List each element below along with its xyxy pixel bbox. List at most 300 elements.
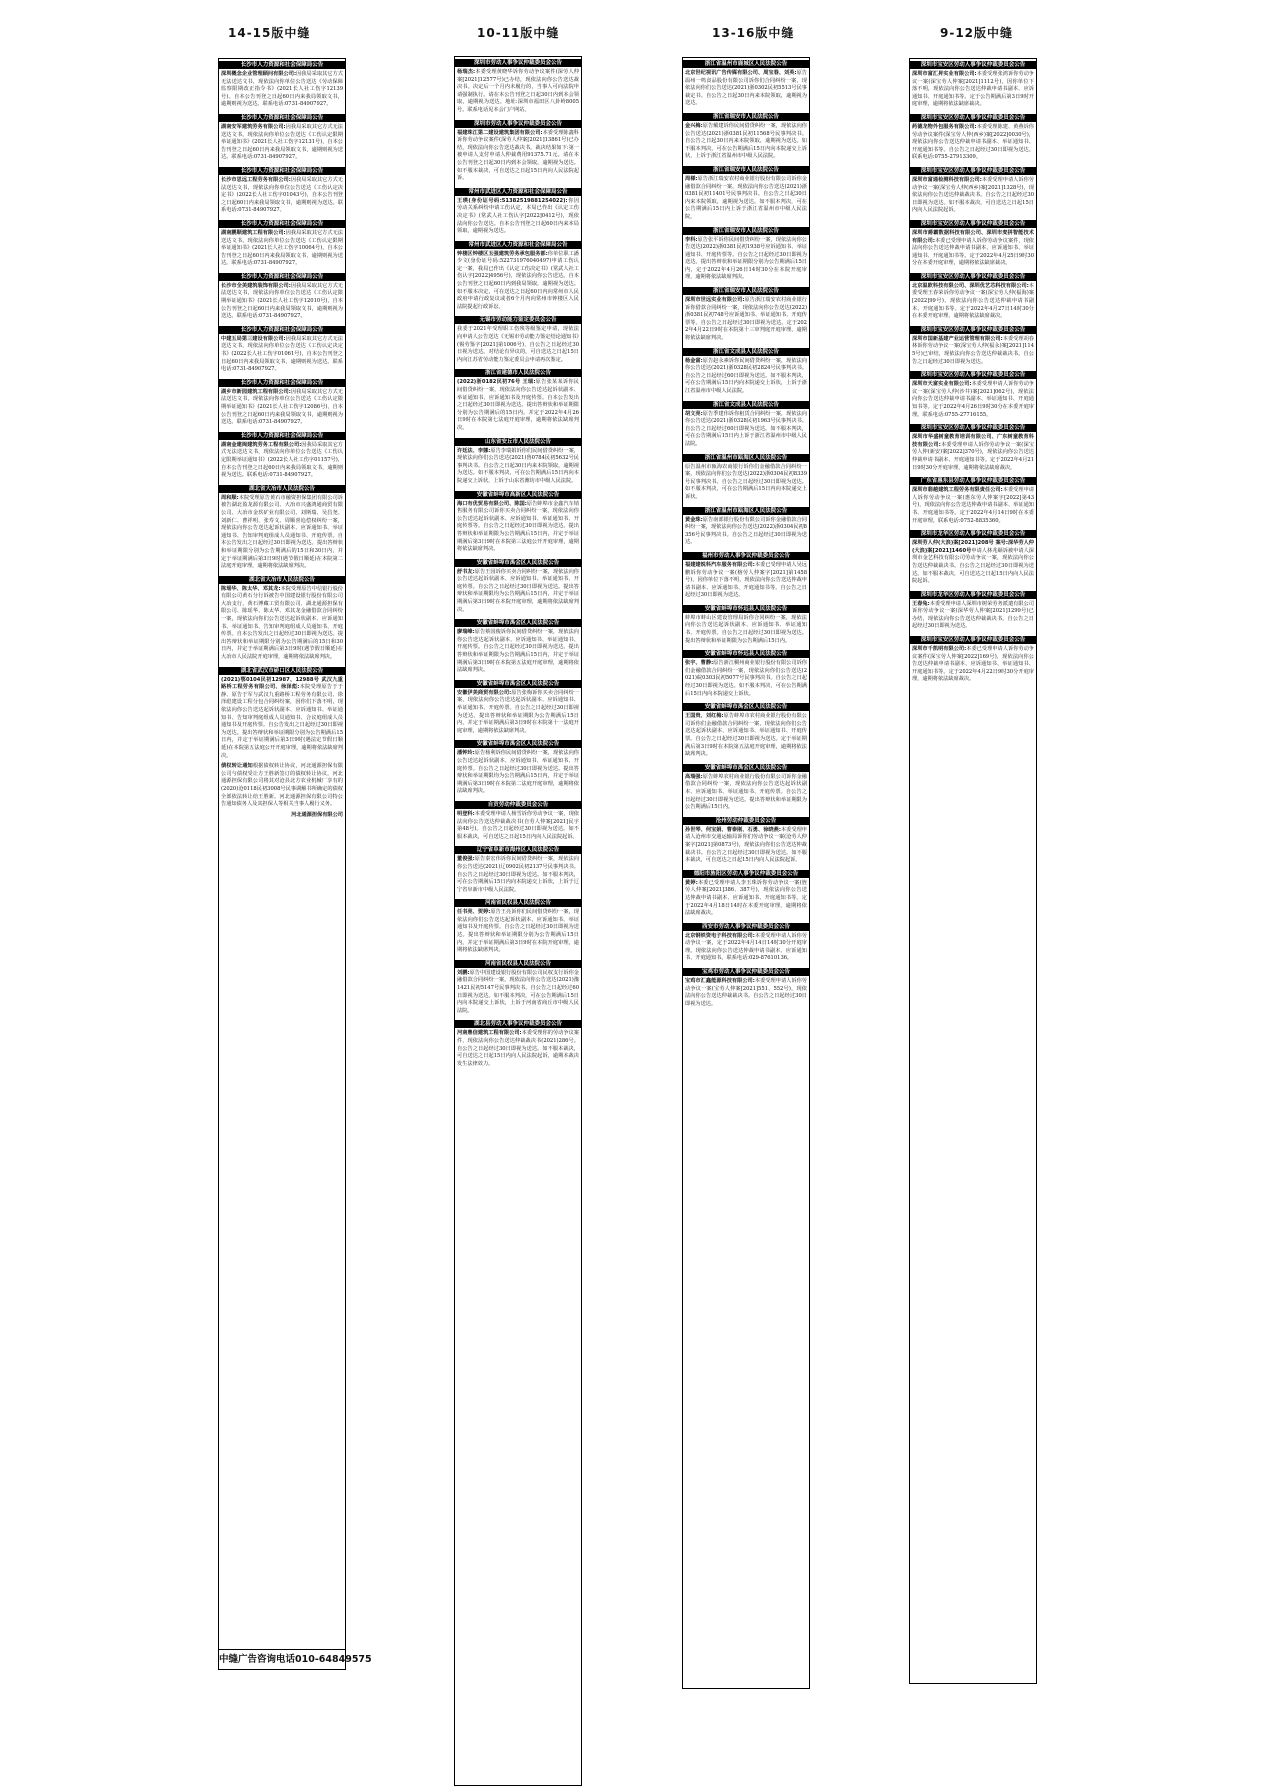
notice <box>910 326 1036 369</box>
notice-body <box>685 358 807 396</box>
notice <box>910 477 1036 528</box>
notice <box>455 438 581 489</box>
notice <box>683 870 809 921</box>
notice-text: 因我局采取其它方式无法送达文书，现依法向你单位公告送达《工伤认定限期举证通知书》(2021长人社工伤字12131号)，自本公告刊登之日起60日内来我局领取文书，逾期则视为送达。联系电话:0731-84907927。 <box>221 123 343 161</box>
notice <box>910 636 1036 687</box>
notice-body <box>685 70 807 108</box>
notice-text: 根据债权转让协议，河北通源担保有限公司与债权受让方王胜新签订的债权转让协议，河北通源担保有限公司将其对沧县北方农业机械厂享有的(2020)沧0118民初3008号民事调解书所确定的债权全部依法转让给王胜新。河北通源担保有限公司特公告通知债务人及其担保人等相关当事人履行义务。 <box>221 763 343 808</box>
notice <box>683 968 809 1011</box>
notice-body <box>221 495 343 571</box>
notice-title: 德阳市旌阳区劳动人事争议仲裁委员会公告 <box>683 870 809 878</box>
notice-body <box>221 230 343 268</box>
notice-text: 本委已受理申请人李玉珠诉你劳动争议一案(旌劳人仲案[2021]386、387号)，现依法向你公告送达仲裁申请书副本、应诉通知书、开庭通知书等。定于2022年4月18日14时在本委开庭审理，逾期将依法缺席裁决。 <box>685 879 807 917</box>
notice-title: 浙江省文成县人民法院公告 <box>683 401 809 409</box>
notice-text: 原告李瑞娟诉你们民间借贷纠纷一案，现依法向你们公告送达(2021)鲁0784民初5632号民事判决书。自公告之日起30日内来本院领取，逾期视为送达。如不服本判决，可在公告期满后15日内向本院递交上诉状，上诉于山东省潍坊市中级人民法院。 <box>457 447 579 484</box>
notice <box>910 530 1036 589</box>
notice-title: 湖北县劳动人事争议仲裁委员会公告 <box>455 1020 581 1028</box>
notice-body <box>685 827 807 865</box>
notice-addressee: 潘钟玲: <box>457 750 475 757</box>
notice <box>455 740 581 799</box>
notice-text: 本委受理申请人深圳市树荣劳务派遣有限公司诉你劳动争议一案(深华劳人仲案[2021]1299号)已办结，现依法向你公告送达仲裁裁决书。自公告之日起经过30日即视为送达。 <box>912 600 1034 630</box>
notice-body <box>457 198 579 236</box>
notice-addressee: 深圳市华盛树童教育培训有限公司、广东树童教育科技有限公司: <box>912 434 1034 448</box>
notice-body <box>912 601 1034 631</box>
notice <box>683 113 809 164</box>
notice <box>455 1020 581 1071</box>
notice-addressee: (2022)浙0182民初76号 王瑞: <box>457 379 536 386</box>
notice-title: 辽宁省阜新市海州区人民法院公告 <box>455 846 581 854</box>
notice <box>455 188 581 239</box>
notice-text: 本委受理黄晓华诉你劳动争议案件(深劳人仲案[2021]12577号)已办结，现依法向你公告送达裁决书。决定后一个月内未履行的，当事人可向法院申请强制执行。请在本公告刊登之日起30日内到本会领取，逾期视为送达。地址:深圳市福田区八卦岭8005号。联系电话见本会门户网站。 <box>457 69 580 113</box>
notice-title: 安徽省蚌埠市高新区人民法院公告 <box>455 491 581 499</box>
notice-body <box>457 970 579 1016</box>
notice-text: 原告温州一鸣食品股份有限公司诉你们合同纠纷一案，现依法向你们公告送达(2021)浙0302民初5513号民事裁定书。自公告之日起30日内来本院领取，逾期视为送达。 <box>685 70 807 107</box>
notice-title: 宝鸡市劳动人事争议仲裁委员会公告 <box>683 968 809 976</box>
notice-text: 原告戴建诉你民间借贷纠纷一案，现依法向你公告送达(2021)浙0381民初11568号民事判决书。自公告之日起30日内来本院领取，逾期视为送达。如不服本判决，可在公告期满后15日内向本院递交上诉状，上诉于浙江省温州市中级人民法院。 <box>685 122 807 160</box>
notice <box>219 379 345 430</box>
notice-body <box>221 336 343 374</box>
notice-addressee: 深圳市国新基建产业运营管理有限公司: <box>912 335 1003 342</box>
notice-text: 原告蚌埠市农村商业银行股份有限公司诉你们金融借款合同纠纷一案，现依法向你们公告送达起诉状副本、应诉通知书、举证通知书、开庭传票。自公告之日起经过30日即视为送达。定于举证期满后第3日9时在本院第五法庭开庭审理，逾期将依法缺席判决。 <box>685 713 807 758</box>
notice-addressee: 陈瑶华、陈太华、邓其龙: <box>221 585 281 592</box>
notice-addressee: 杨瑞杰: <box>457 69 476 75</box>
notice-addressee: 张宇、曹静: <box>685 660 714 667</box>
notice-body <box>685 517 807 547</box>
notice-addressee: 钟楼区钟楼区玉强建筑劳务承包服务部: <box>457 250 548 257</box>
notice-text: 本委受理申请人沧州市交通运输局诉你们劳动争议一案(沧劳人仲案字[2021]第0873号)，现依法向你们公告送达仲裁裁决书。自公告之日起经过30日即视为送达。如不服本裁决，可自送达之日起15日内向人民法院起诉。 <box>685 826 807 864</box>
notice-body <box>685 615 807 645</box>
notice-text: 因我局采取其它方式无法送达文书，现依法向你单位公告送达《工伤认定限期举证通知书》(2021长人社工伤字12086号)，自本公告刊登之日起60日内来我局领取文书，逾期则视为送达。联系电话:0731-84907927。 <box>221 388 343 426</box>
notice-body <box>912 540 1034 586</box>
notice-text: 本委受理陈建、黄燕诉你劳动争议案件(深宝劳人仲(西乡)案[2022]0030号)，现依法向你公告送达仲裁申请书副本、举证通知书、开庭通知书等。自公告之日起经过30日即视为送达。联系电话:0755-27913309。 <box>912 123 1034 161</box>
notice <box>455 59 581 118</box>
notice <box>910 167 1036 218</box>
notice-title: 浙江省建德市人民法院公告 <box>455 369 581 377</box>
notice <box>219 220 345 271</box>
notice-text: 本委已受理申请人吴远鹏诉你劳动争议一案(榕劳人仲案字[2021]第1458号)，因你单位下落不明，现依法向你公告送达仲裁申请书副本、应诉通知书、开庭通知书等。自公告之日起经过30日即视为送达。 <box>685 561 807 599</box>
notice-title: 深圳市宝安区劳动人事争议仲裁委员会公告 <box>910 114 1036 122</box>
notice-title: 浙江省温州市鹿城区人民法院公告 <box>683 60 809 68</box>
notice-body <box>457 856 579 894</box>
notice-title: 长沙市人力资源和社会保障局公告 <box>219 167 345 175</box>
notice-text: 蚌埠市蚌山区建设管理局诉你合同纠纷一案，现依法向你公告送达起诉状副本、应诉通知书、举证通知书、开庭传票。自公告之日起经过30日即视为送达。提出答辩状和举证期限为公告期满后15日内。 <box>685 614 807 644</box>
notice-text: 因我局采取其它方式无法送达文书，现依法向你单位公告送达《工伤认定限期举证通知书》(2021长人社工伤字10064号)，自本公告刊登之日起60日内来我局领取文书，逾期则视为送达。联系电话:0731-84907927。 <box>221 229 343 267</box>
notice-title: 安徽省蚌埠市禹会区人民法院公告 <box>455 740 581 748</box>
notice-text: 本委受理申请人诉你劳动争议一案(宝劳人仲案[2021]551、552号)，现依法向你公告送达仲裁裁决书。自公告之日起经过30日即视为送达。 <box>685 978 807 1007</box>
notice-addressee: 河南鼎信建筑工程有限公司: <box>457 1030 522 1037</box>
notice-addressee: 深圳市天富实业有限公司: <box>912 381 972 388</box>
notice-addressee: 湖南安军建筑劳务有限公司: <box>221 123 286 130</box>
notice-body <box>457 569 579 615</box>
notice <box>219 326 345 377</box>
notice-text: 本院受理原告中信银行股份有限公司黄石分行诉被告中国建设银行股份有限公司大冶支行、黄石博藏工贸有限公司、湖北通源担保有限公司、陈瑶华、陈太华、邓其龙金融借款合同纠纷一案，现依法向你们公告送达起诉状副本、应诉通知书、举证通知书、告知审判庭组成人员通知书、开庭传票。自本公告发出之日起经过30日即视为送达。提出答辩状和举证期限分别为公告期满后的15日和30日内，并定于举证期满后第3日9时(遇节假日顺延)在大冶市人民法院开庭审理，逾期将依法缺席判决。 <box>221 585 343 661</box>
notice-addressee: 北京世纪视讯广告传媒有限公司、周宝春、刘英: <box>685 70 797 76</box>
page-header-1: 14-15版中缝 <box>228 26 311 40</box>
notice <box>455 960 581 1019</box>
notice-addressee: 安徽伊美商贸有限公司: <box>457 689 512 696</box>
notice-title: 安徽省蚌埠市禹会区人民法院公告 <box>455 559 581 567</box>
notice-addressee: 任书亮、贺婷: <box>457 909 491 916</box>
notice-addressee: 刘鹏: <box>457 969 470 976</box>
notice-text: 原告浙江瑞安农村商业银行诉你借款合同纠纷一案，现依法向你公告送达(2022)浙0381民初748号应诉通知书、举证通知书、开庭传票等。自公告之日起经过30日即视为送达。定于2022年4月22日9时在本院第十三审判庭开庭审理，逾期将依法缺席判决。 <box>685 297 807 342</box>
notice <box>683 605 809 648</box>
notice-body <box>912 336 1034 366</box>
notice-addressee: 深圳市世远实业有限公司: <box>685 297 745 304</box>
notice <box>683 552 809 603</box>
notice-addressee: 深圳市千凯明有限公司: <box>912 646 967 653</box>
notice-text: 原告蚌埠农村商业银行股份有限公司诉你金融借款合同纠纷一案，现依法向你公告送达起诉状副本、应诉通知书、举证通知书、开庭传票。自公告之日起经过30日即视为送达。提出答辩状和举证期限为公告期满后15日内。 <box>685 773 807 811</box>
notice <box>219 167 345 218</box>
notice-text: 你单位职工潘少文(身份证号码:522731976040497)申请工伤认定一案，我局已作出《认定工伤决定书》(常武人社工伤认字[2022]4956号)，现依法向你公告送达。自本公告刊登之日起60日内到我局领取，逾期视为送达。如不服本决定，可在送达之日起60日内向常州市人民政府申请行政复议或者6个月内向常州市钟楼区人民法院提起行政诉讼。 <box>457 250 579 310</box>
notice <box>683 454 809 505</box>
notice <box>455 619 581 678</box>
notice-body <box>457 690 579 736</box>
notice-text: 原告张梅诉你买卖合同纠纷一案，现依法向你公告送达起诉状副本、应诉通知书、举证通知书、开庭传票。自公告之日起经过30日即视为送达。提出答辩状和举证期限为公告期满后15日内，并定于举证期满后第3日9时在本院第十一法庭开庭审理，逾期将依法缺席判决。 <box>457 689 579 734</box>
notice <box>455 241 581 315</box>
notice-column-4 <box>909 58 1037 1684</box>
notice <box>219 273 345 324</box>
notice <box>219 812 345 823</box>
notice <box>219 61 345 112</box>
notice-addressee: 药德龙物外包服务有限公司: <box>912 123 977 130</box>
notice <box>910 371 1036 422</box>
notice-addressee: 金兴梅: <box>685 122 703 129</box>
notice-body <box>685 978 807 1008</box>
notice-title: 常州市武进区人力资源和社会保障局公告 <box>455 241 581 249</box>
notice-addressee: 深圳劳人仲(大浪)案[2021]208号 案号:深华劳人仲(大浪)案[2021]1460号 <box>912 540 1034 554</box>
notice-title: 深圳市宝安区劳动人事争议仲裁委员会公告 <box>910 371 1036 379</box>
notice-title: 长沙市人力资源和社会保障局公告 <box>219 379 345 387</box>
notice-title: 无锡市劳动能力鉴定委员会公告 <box>455 316 581 324</box>
notice-text: 本委已受理申请人诉你劳动争议案件(深宝劳人仲案[2022]169号)，现依法向你公告送达仲裁申请书副本、应诉通知书、举证通知书、开庭通知书等。定于2022年4月22日9时30分开庭审理，逾期将依法缺席裁决。 <box>912 646 1034 683</box>
notice-title: 长沙市人力资源和社会保障局公告 <box>219 61 345 69</box>
notice-body <box>457 130 579 183</box>
notice-title: 深圳市劳动人事争议仲裁委员会公告 <box>455 59 581 67</box>
notice-addressee: 周和顺: <box>221 494 239 501</box>
notice <box>683 401 809 452</box>
notice-text: 本院受理原告于于静、原告于军与武汉九重路桥工程劳务有限公司、徐泽彪建设工程分包合同纠纷案，因你们下落不明，现依法向你公告送达起诉状副本、应诉通知书、举证通知书、告知审判庭组成人员通知书、合议庭组成人员通知书及开庭传票。自公告发出之日起经过30日即视为送达。提出答辩状和举证期限分别为公告期满后15日内，并定于举证期满后第3日9时(遇法定节假日顺延)在本院第五法庭公开开庭审理，逾期将依法缺席判决。 <box>221 684 343 759</box>
notice-title: 安徽省蚌埠市禹会区人民法院公告 <box>455 680 581 688</box>
notice-title: 浙江省瑞安市人民法院公告 <box>683 166 809 174</box>
notice <box>910 114 1036 165</box>
notice-text: 本委受理申请人诉你劳动争议一案(惠东劳人仲案字[2022]第43号)，现依法向你公告送达仲裁申请书副本、举证通知书、开庭通知书等。定于2022年4月14日9时在本委开庭审理。联系电话:0752-8835360。 <box>912 487 1034 524</box>
notice-title: 浙江省温州市瓯海区人民法院公告 <box>683 454 809 462</box>
notice <box>219 114 345 165</box>
notice <box>683 227 809 286</box>
notice-addressee: 深圳市富通检测科技有限公司: <box>912 176 982 183</box>
notice-addressee: 深圳市富汇昇实业有限公司: <box>912 71 977 77</box>
notice-text: 原告温州市瓯海农商银行诉你们金融借款合同纠纷一案，现依法向你们公告送达(2022)浙0304民初8339号民事判决书。自公告之日起经过30日即视为送达。如不服本判决，可在公告期满后15日内向本院递交上诉状。 <box>685 463 807 500</box>
notice-title: 长沙市人力资源和社会保障局公告 <box>219 114 345 122</box>
notice-body <box>221 763 343 809</box>
notice-addressee: 王瑛(身份证号码:51382519881254022): <box>457 197 568 204</box>
notice-text: 原告杨利诉你民间借贷纠纷一案，现依法向你公告送达起诉状副本、应诉通知书、举证通知书、开庭传票。自公告之日起经过30日即视为送达。提出答辩状和举证期限均为公告期满后15日内，并定于举证期满后第3日9时在本院第二法庭开庭审理，逾期将依法缺席判决。 <box>457 750 579 795</box>
notice-column-2 <box>454 56 582 1786</box>
notice <box>910 61 1036 112</box>
notice-text: 原告秦宏伟诉你民间借贷纠纷一案，现依法向你公告送达(2021)辽0902民初2137号民事判决书。自公告之日起经过30日即视为送达。如不服本判决，可在公告期满后15日内向本院递交上诉状，上诉于辽宁省阜新市中级人民法院。 <box>457 856 579 893</box>
notice-text: 原告张某某诉你民间借贷纠纷一案，现依法向你公告送达起诉状副本、举证通知书、应诉通知书及开庭传票。自本公告发出之日起经过30日即视为送达。提出答辩状和举证期限分别为公告期满后的15日内，并定于2022年4月26日9时在本院第七法庭开庭审理，逾期将依法缺席判决。 <box>457 379 579 431</box>
notice-addressee: 王春兔: <box>912 600 930 607</box>
notice-body <box>457 501 579 554</box>
notice-text: 本委受理申请人诉你劳动争议一案，定于2022年4月14日14时30分开庭审理。现依法向你公告送达仲裁申请书副本、应诉通知书、开庭通知书。联系电话:029-87610136。 <box>685 932 807 962</box>
notice-addressee: (2021)鄂0104民初12987、12988号 武汉九重路桥工程劳务有限公司、徐泽彪: <box>221 676 343 691</box>
notice-title: 湖北省大冶市人民法院公告 <box>219 576 345 584</box>
notice <box>683 166 809 225</box>
notice-text: 原告赵永素诉你民间借贷纠纷一案，现依法向你公告送达(2021)浙0328民初2824号民事判决书。自公告之日起经过60日即视为送达。如不服本判决，可在公告期满后15日内向本院递交上诉状，上诉于浙江省温州市中级人民法院。 <box>685 357 807 394</box>
notice-text: 本委受理你的劳动争议案件，现依法向你公告送达仲裁裁决书(2021)286号。自公告之日起经过30日即视为送达。如不服本裁决，可自送达之日起15日内向人民法院起诉，逾期本裁决发生法律效力。 <box>457 1030 579 1067</box>
notice-column-1 <box>218 58 372 1670</box>
notice-title: 安徽省蚌埠市禹会区人民法院公告 <box>683 703 809 711</box>
notice-title: 河南省民权县人民法院公告 <box>455 960 581 968</box>
notice-body <box>221 71 343 109</box>
page-header-2: 10-11版中缝 <box>477 26 560 40</box>
notice <box>455 316 581 367</box>
notice-text: 本委受理胡春林诉你劳动争议一案(深宝劳人仲(福永)案[2021]1145号)已审结，现依法向你公告送达仲裁裁决书。自公告之日起经过30日即视为送达。 <box>912 335 1034 365</box>
notice-title: 浙江省瑞安市人民法院公告 <box>683 287 809 295</box>
notice-text: 原告蔡国俊诉你民间借贷纠纷一案，现依法向你公告送达起诉状副本、应诉通知书、举证通知书、开庭传票。自公告之日起经过30日即视为送达。提出答辩状和举证期限为公告期满后15日内，并定于举证期满后第3日9时在本院第五法庭开庭审理，逾期将依法缺席判决。 <box>457 629 579 674</box>
notice-addressee: 中建五局第三建设有限公司: <box>221 335 286 342</box>
notice-addressee: 王国贵、刘红梅: <box>685 713 724 720</box>
notice-title: 浙江省瑞安市人民法院公告 <box>683 227 809 235</box>
notice-text: 本院受理原告黄石市融资担保集团有限公司诉被告湖北盈龙源有限公司、大冶市兴盛鸿通商贸有限公司、大冶市金玖矿业有限公司、刘斯瑞、吴昌尧、刘新仁、曹祥明、张寿文、周顺喜追偿权纠纷一案，现依法向你公告送达起诉状副本、应诉通知书、举证通知书、告知审判庭组成人员通知书、开庭传票。自本公告发出之日起经过30日即视为送达。提出答辩状和举证期限分别为公告期满后的15日和30日内，并定于举证期满后第3日9时(遇节假日顺延)在本院第二法庭开庭审理，逾期将依法缺席判决。 <box>221 494 343 570</box>
notice-body <box>221 177 343 215</box>
notice <box>683 703 809 762</box>
notice-title: 深圳市宝安区劳动人事争议仲裁委员会公告 <box>910 636 1036 644</box>
notice <box>219 576 345 665</box>
notice-text: 申请人林兆颐诉被申请人深圳市金艺科技有限公司劳动争议一案，现依法向你公告送达仲裁裁决书。自公告之日起经过30日即视为送达。如不服本裁决，可自送达之日起15日内向人民法院起诉。 <box>912 547 1034 585</box>
notice <box>910 591 1036 634</box>
notice-body <box>457 1030 579 1068</box>
notice-body <box>912 487 1034 525</box>
notice-column-3 <box>682 57 810 1689</box>
notice-title: 安徽省蚌埠市怀远县人民法院公告 <box>683 605 809 613</box>
notice-body <box>685 713 807 759</box>
notice-body <box>457 251 579 312</box>
notice-title: 深圳市劳动人事争议仲裁委员会公告 <box>455 120 581 128</box>
notice-title: 深圳市宝安区劳动人事争议仲裁委员会公告 <box>910 424 1036 432</box>
notice-addressee: 长沙市全美建筑装饰有限公司: <box>221 282 291 289</box>
notice-text: 我委于2021年受理职工伤残等级鉴定申请，现依法向申请人公告送达《无锡市劳动能力鉴定结论通知书》(锡劳鉴字[2021]第1006号)，自公告之日起经过30日视为送达。对结论有异议的，可自送达之日起15日内向江苏省劳动能力鉴定委员会申请再次鉴定。 <box>457 326 579 363</box>
notice-addressee: 杨金富: <box>685 357 703 364</box>
notice-text: 原告张平诉你民间借贷纠纷一案，现依法向你公告送达(2022)浙0381民初1938号应诉通知书、举证通知书、开庭传票等。自公告之日起经过30日即视为送达。提出答辩状和举证期限分别为公告期满后15日内，定于2022年4月26日14时30分在本院开庭审理，逾期将依法缺席判决。 <box>685 236 807 281</box>
notice-body <box>457 750 579 796</box>
page-header-3: 13-16版中缝 <box>712 26 795 40</box>
notice <box>455 120 581 186</box>
notice-title: 深圳市宝安区劳动人事争议仲裁委员会公告 <box>910 326 1036 334</box>
notice-addressee: 湖南金建闽建筑劳务工程有限公司: <box>221 441 302 448</box>
notice <box>219 485 345 574</box>
notice-body <box>685 411 807 449</box>
notice-addressee: 李科: <box>685 236 698 243</box>
notice-addressee: 深圳市爵霸数据科技有限公司、深圳市麦拼智能技术有限公司: <box>912 229 1034 244</box>
notice <box>683 507 809 550</box>
notice <box>219 432 345 483</box>
notice <box>219 763 345 812</box>
notice <box>683 764 809 815</box>
notice-title: 常州市武进区人力资源和社会保障局公告 <box>455 188 581 196</box>
notice-title: 西安市劳动人事争议仲裁委员会公告 <box>683 923 809 931</box>
notice <box>455 846 581 897</box>
notice <box>455 801 581 844</box>
notice-body <box>457 909 579 955</box>
notice-text: 因我局采取其它方式无法送达文书，现依法向你单位公告送达《工伤认定限期举证通知书》(2021长人社工伤字12010号)，自本公告刊登之日起60日内来我局领取文书，逾期则视为送达。联系电话:0731-84907927。 <box>221 282 343 320</box>
notice-text: 因我局采取其它方式无法送达文书，现依法向你单位公告送达《劳动保障监察限期改正指令书》(2021长人社工伤字12139号)。自本公告刊登之日起60日内来我局领取文书，逾期则视为送达。联系电话:0731-84907927。 <box>221 71 343 108</box>
notice-text: 原告浙江稠州商业银行股份有限公司诉你们金融借款合同纠纷一案，现依法向你们公告送达(2021)皖0303民初5077号民事判决书。自公告之日起经过30日即视为送达。如不服本判决，可在公告期满后15日内向本院递交上诉状。 <box>685 660 807 697</box>
notice-addressee: 北京钢铁资电子科技有限公司: <box>685 932 755 939</box>
notice-title: 广东省惠东县劳动人事争议仲裁委员会公告 <box>910 477 1036 485</box>
notice <box>683 923 809 966</box>
notice-signature: 河北通源担保有限公司 <box>291 811 343 818</box>
notice <box>455 491 581 557</box>
notice-text: 本委受理申请人诉你劳动争议一案(深宝劳人仲(西乡)案[2021]1328号)，现依法向你公告送达仲裁裁决书。自公告之日起经过30日即视为送达。如不服本裁决，可自送达之日起15日内向人民法院起诉。 <box>912 176 1034 214</box>
notice-body <box>457 326 579 364</box>
notice-text: 原告南部银行股份有限公司诉你金融借款合同纠纷一案，现依法向你公告送达(2022)浙0304民初8356号民事判决书。自公告之日起经过30日即视为送达。 <box>685 516 807 546</box>
notice <box>455 369 581 435</box>
notice-body <box>912 124 1034 162</box>
notice-addressee: 孙世琴、何宝娟、曹泰刚、石勇、徐晓燕: <box>685 826 781 833</box>
notice-body <box>685 176 807 222</box>
notice-body <box>685 660 807 698</box>
notice <box>683 817 809 868</box>
notice-body <box>221 389 343 427</box>
notice-addressee: 周様: <box>685 175 698 182</box>
notice-title: 自贡劳动仲裁委员会公告 <box>455 801 581 809</box>
notice <box>910 424 1036 475</box>
notice-title: 山东省安丘市人民法院公告 <box>455 438 581 446</box>
notice-addressee: 深圳市翡越建筑工程劳务有限责任公司: <box>912 487 1003 494</box>
notice-body <box>912 646 1034 684</box>
notice-title: 深圳市宝安区劳动人事争议仲裁委员会公告 <box>910 167 1036 175</box>
notice-body <box>685 123 807 161</box>
notice <box>455 899 581 958</box>
notice-title: 长沙市人力资源和社会保障局公告 <box>219 273 345 281</box>
notice-addressee: 深圳概念企业管理顾问有限公司: <box>221 71 297 77</box>
notice-addressee: 明登科: <box>457 810 475 817</box>
notice-title: 湖北省大冶市人民法院公告 <box>219 485 345 493</box>
notice-text: 原告王亮诉你们民间借贷纠纷一案，现依法向你们公告送达起诉状副本、应诉通知书、举证通知书及开庭传票。自公告之日起经过30日即视为送达。提出答辩状和举证期限分别为公告期满后15日内，并定于举证期满后第3日9时在本院开庭审理，逾期将依法缺席判决。 <box>457 909 579 954</box>
notice-body <box>221 442 343 480</box>
notice-text: 本委受理陈鑫科诉你劳动争议案件(深劳人仲案[2021]13861号)已办结，现依法向你公告送达裁决书。裁决结果如下:第一被申请人支付申请人仲裁费用91375.71元。请在本公告刊登之日起30日内到本会领取，逾期视为送达。如不服本裁决，可自送达之日起15日内向人民法院起诉。 <box>457 129 579 182</box>
notice-body <box>912 381 1034 419</box>
notice-body <box>457 629 579 675</box>
notice-addressee: 舒书友: <box>457 568 475 575</box>
notice-title: 安徽省蚌埠市禹会区人民法院公告 <box>455 619 581 627</box>
notice-body <box>685 237 807 283</box>
notice-body <box>457 811 579 841</box>
notice-body <box>457 69 579 115</box>
notice-addressee: 黄婷: <box>685 879 698 886</box>
notice-title: 深圳市宝安区劳动人事争议仲裁委员会公告 <box>910 220 1036 228</box>
notice-text: 本委受理张鸿诉你劳动争议一案(深宝劳人仲案[2021]1112号)，因你单位下落不明，现依法向你公告送达仲裁申请书副本、应诉通知书、开庭通知书等。定于公告期满后第3日9时开庭审理，逾期将依法缺席裁决。 <box>912 71 1034 108</box>
notice-addressee: 胡文亮: <box>685 410 703 417</box>
notice-title: 浙江省瑞安市人民法院公告 <box>683 113 809 121</box>
notice-title: 深圳市宝安区劳动人事争议仲裁委员会公告 <box>910 61 1036 69</box>
notice-body <box>457 448 579 486</box>
notice-body <box>912 71 1034 109</box>
notice-title: 浙江省文成县人民法院公告 <box>683 348 809 356</box>
page-header-4: 9-12版中缝 <box>940 26 1014 40</box>
notice-body <box>912 283 1034 321</box>
notice-title: 福州市劳动人事争议仲裁委员会公告 <box>683 552 809 560</box>
notice-text: 你因劳动关系纠纷申请工伤认定，本局已作出《认定工伤决定书》(常武人社工伤认字[2022]0412号)，现依法向你公告送达。自本公告刊登之日起60日内来本局领取，逾期视为送达。 <box>457 197 579 235</box>
notice <box>910 220 1036 271</box>
notice-addressee: 高瑞强: <box>685 773 703 780</box>
notice-addressee: 长沙市思远工程劳务有限公司: <box>221 176 291 183</box>
footer-ad-phone: 中缝广告咨询电话010-64849575 <box>219 1649 345 1669</box>
notice-text: 本委受理申请人诉你劳动争议一案(深宝劳人仲(沙井)案[2021]062号)，现依法向你公告送达仲裁申请书副本、举证通知书、开庭通知书等。定于2022年4月26日9时30分在本委开庭审理。联系电话:0755-27716155。 <box>912 381 1034 418</box>
notice-body <box>221 677 343 761</box>
notice-addressee: 廖瑞峰: <box>457 629 475 636</box>
notice-title: 浙江省温州市瓯海区人民法院公告 <box>683 507 809 515</box>
notice <box>219 667 345 764</box>
notice-addressee: 海口有优贸易有限公司、陈国: <box>457 500 527 507</box>
notice-body <box>685 880 807 918</box>
notice-title: 长沙市人力资源和社会保障局公告 <box>219 432 345 440</box>
notice-body <box>457 379 579 432</box>
notice-body <box>221 586 343 662</box>
notice-title: 安徽省蚌埠市怀远县人民法院公告 <box>683 650 809 658</box>
notice-addressee: 湖乡市新园建筑工程有限公司: <box>221 388 291 395</box>
notice <box>683 348 809 399</box>
notice-addressee: 黄金珠: <box>685 516 703 523</box>
notice-text: 本委受理申请人诉你劳动争议一案(深宝劳人仲(新安)案[2022]370号)，现依法向你公告送达仲裁申请书副本、开庭通知书等。定于2022年4月21日9时30分开庭审理，逾期将依法缺席裁决。 <box>912 441 1035 471</box>
notice-body <box>685 933 807 963</box>
notice-addressee: 董俊强: <box>457 856 475 863</box>
notice <box>910 273 1036 324</box>
notice-text: 本委受理申请人杨雪诉你劳动争议一案，现依法向你公告送达仲裁裁决书(自劳人仲案[2021]民字第48号)。自公告之日起经过30日即视为送达。如不服本裁决，可自送达之日起15日内向人民法院起诉。 <box>457 810 579 840</box>
notice-title: 河南省民权县人民法院公告 <box>455 899 581 907</box>
notice-addressee: 宝鸡市汇鑫能源科技有限公司: <box>685 978 755 985</box>
notice-text: 因我局采取其它方式无法送达文书，现依法向你单位公告送达《工伤认定限期举证通知书》(2022长人社工伤字01157号)，自本公告刊登之日起60日内来我局领取文书，逾期则视为送达。联系电话:0731-84907927。 <box>221 441 343 479</box>
notice-title: 深圳市龙华区劳动人事争议仲裁委员会公告 <box>910 530 1036 538</box>
notice-addressee: 福建珠江第二建设建筑集团有限公司: <box>457 129 543 136</box>
notice-text: 因我局采取其它方式无法送达文书，现依法向你单位公告送达《工伤认定决定书》(2022长人社工伤字01061号)，自本公告刊登之日起60日内来我局领取文书，逾期则视为送达。联系电话:0731-84907927。 <box>221 335 343 373</box>
notice-addressee: 许廷法、李娜: <box>457 447 491 454</box>
notice-body <box>685 297 807 343</box>
notice <box>683 287 809 346</box>
notice <box>683 60 809 111</box>
notice-body <box>221 124 343 162</box>
notice-addressee: 福建建锐科汽车服务有限公司: <box>685 561 755 568</box>
notice-title: 长沙市人力资源和社会保障局公告 <box>219 326 345 334</box>
notice-title: 长沙市人力资源和社会保障局公告 <box>219 220 345 228</box>
notice <box>455 680 581 739</box>
notice-addressee: 北京温欧科技有限公司、深圳优艺芯科技有限公司: <box>912 282 1029 289</box>
notice <box>455 559 581 618</box>
notice <box>683 650 809 701</box>
notice-title: 深圳市龙华区劳动人事争议仲裁委员会公告 <box>910 591 1036 599</box>
notice-addressee: 债权转让通知 <box>221 763 253 770</box>
notice-body <box>685 774 807 812</box>
notice-title: 深圳市宝安区劳动人事争议仲裁委员会公告 <box>910 273 1036 281</box>
notice-text: 原告季建伟诉你租赁合同纠纷一案，现依法向你公告送达(2021)浙0328民初1963号民事判决书。自公告之日起经过60日即视为送达。如不服本判决，可在公告期满后15日内上诉于浙江省温州市中级人民法院。 <box>685 410 807 447</box>
notice-addressee: 湖南鹏顺建筑工程有限公司: <box>221 229 286 236</box>
notice-text: 原告蚌埠市金鑫汽车销售服务有限公司诉你买卖合同纠纷一案，现依法向你公告送达起诉状副本、应诉通知书、举证通知书、开庭传票等。自公告之日起经过30日即视为送达。提出答辩状和举证期限为公告期满后15日内，并定于举证期满后第3日9时在本院第三法庭公开开庭审理，逾期将依法缺席判决。 <box>457 500 579 553</box>
notice-body <box>685 562 807 600</box>
notice-text: 原告浙江瑞安农村商业银行股份有限公司诉你金融借款合同纠纷一案，现依法向你公告送达(2021)浙0381民初11401号民事判决书。自公告之日起30日内来本院领取，逾期视为送达。如不服本判决，可在公告期满后15日内上诉于浙江省温州市中级人民法院。 <box>685 175 807 220</box>
notice-title: 沧州劳动仲裁委员会公告 <box>683 817 809 825</box>
notice-body <box>912 230 1034 268</box>
notice-title: 安徽省蚌埠市禹会区人民法院公告 <box>683 764 809 772</box>
notice-body <box>912 177 1034 215</box>
notice-text: 本委受理王春荣诉你劳动争议一案(深宝劳人仲(福海)案[2022]99号)，现依法向你公告送达仲裁申请书副本、开庭通知书等。定于2022年4月27日14时30分在本委开庭审理，逾期将依法缺席裁决。 <box>912 282 1034 320</box>
notice-body <box>685 464 807 502</box>
notice-title: 湖北省武汉市硚口区人民法院公告 <box>219 667 345 675</box>
notice-text: 因我局采取其它方式无法送达文书，现依法向你单位公告送达《工伤认定决定书》(2022长人社工伤字01043号)，自本公告刊登之日起60日内来我局领取文书，逾期则视为送达。联系电话:0731-84907927。 <box>221 176 343 214</box>
notice-text: 原告王园诉你买卖合同纠纷一案，现依法向你公告送达起诉状副本、应诉通知书、举证通知书、开庭传票。自公告之日起经过30日即视为送达。提出答辩状和举证期限均为公告期满后15日内，并定于举证期满后第3日9时在本院开庭审理，逾期将依法缺席判决。 <box>457 568 579 613</box>
notice-text: 本委已受理申请人诉你劳动争议案件，现依法向你公告送达仲裁申请书副本、应诉通知书、举证通知书、开庭通知书等。定于2022年4月25日9时30分在本委开庭审理，逾期将依法缺席裁决。 <box>912 237 1034 267</box>
notice-text: 原告中国建设银行股份有限公司民权支行诉你金融借款合同纠纷一案，现依法向你公告送达(2021)豫1421民初5147号民事判决书。自公告之日起经过60日即视为送达。如不服本判决，可在公告期满后15日内向本院递交上诉状，上诉于河南省商丘市中级人民法院。 <box>457 969 579 1014</box>
